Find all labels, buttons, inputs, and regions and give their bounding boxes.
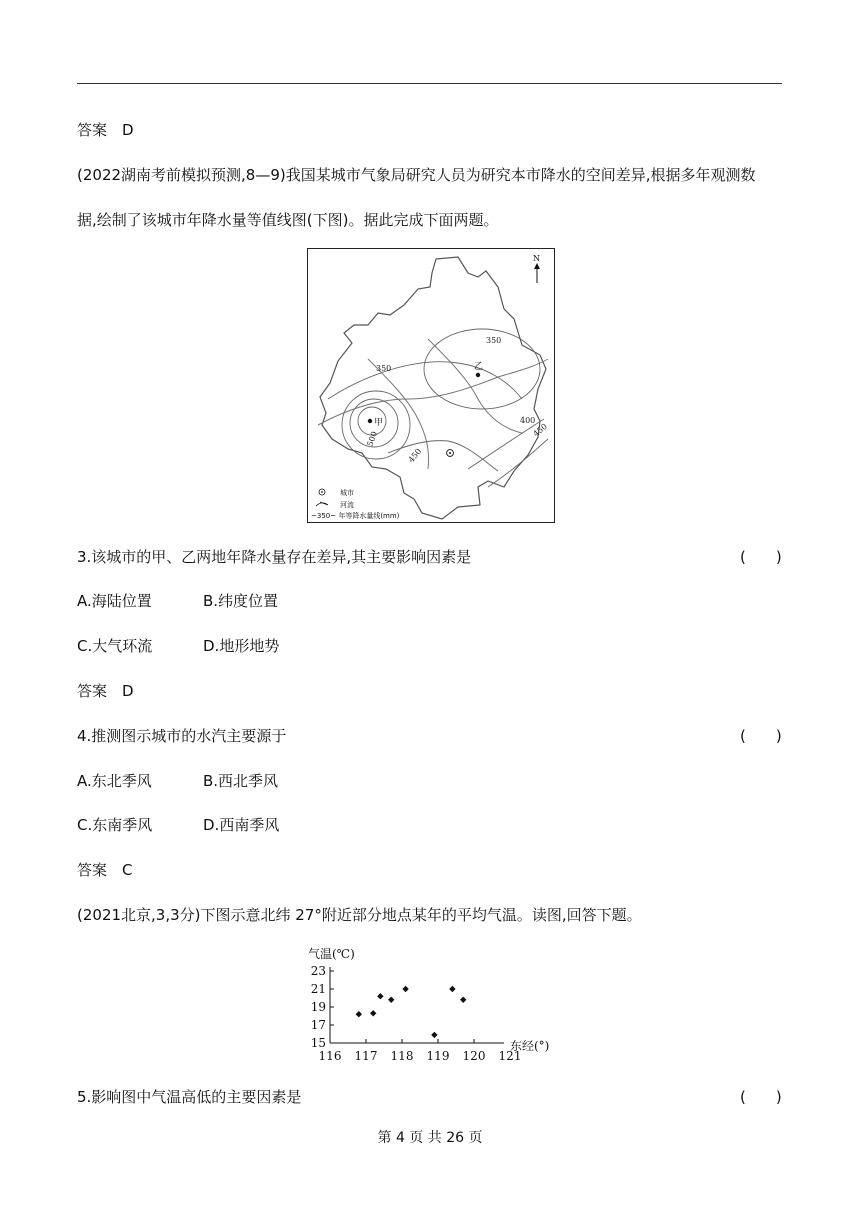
page-footer: 第 4 页 共 26 页: [377, 1130, 483, 1146]
place-jia-dot: [368, 419, 372, 423]
place-yi-label: 乙: [474, 362, 484, 372]
legend-city-label: 城市: [340, 489, 354, 497]
q3-option-a: A.海陆位置: [77, 592, 152, 610]
q4-stem: 4.推测图示城市的水汽主要源于: [77, 727, 287, 745]
data-point: [377, 993, 383, 999]
q4-option-b: B.西北季风: [203, 772, 279, 790]
isoline-400-east: [468, 419, 544, 469]
y-tick-label: 21: [310, 982, 326, 996]
place-yi-dot: [476, 373, 480, 377]
data-point: [370, 1010, 376, 1016]
intro-2022-line2: 据,绘制了该城市年降水量等值线图(下图)。据此完成下面两题。: [77, 211, 499, 229]
x-tick-label: 117: [354, 1049, 378, 1063]
data-point: [356, 1011, 362, 1017]
x-tick-label: 116: [318, 1049, 342, 1063]
y-tick-label: 15: [310, 1036, 326, 1050]
precipitation-isoline-map: [307, 248, 555, 523]
data-point: [388, 997, 394, 1003]
q4-option-a: A.东北季风: [77, 772, 152, 790]
q4-answer-bracket: ( ): [740, 727, 782, 745]
city-symbol-center: [449, 452, 451, 454]
q3-answer: 答案 D: [77, 682, 134, 700]
isoline-label: 500: [365, 430, 380, 448]
legend-river-label: 河流: [340, 501, 354, 509]
y-tick-label: 19: [310, 1000, 326, 1014]
q3-stem: 3.该城市的甲、乙两地年降水量存在差异,其主要影响因素是: [77, 548, 472, 566]
temperature-scatter-chart: [296, 940, 566, 1070]
isoline-label: 400: [520, 416, 536, 425]
x-tick-label: 118: [390, 1049, 414, 1063]
q5-stem: 5.影响图中气温高低的主要因素是: [77, 1088, 302, 1106]
north-arrowhead-icon: [534, 263, 540, 269]
q4-option-c: C.东南季风: [77, 816, 153, 834]
isoline-label: 350: [486, 336, 502, 345]
x-tick-label: 119: [426, 1049, 450, 1063]
data-point: [460, 997, 466, 1003]
q3-option-c: C.大气环流: [77, 637, 153, 655]
intro-2021: (2021北京,3,3分)下图示意北纬 27°附近部分地点某年的平均气温。读图,回答下题。: [77, 906, 642, 924]
river-line: [318, 359, 548, 425]
data-point: [402, 986, 408, 992]
chart-xlabel: 东经(°): [510, 1039, 550, 1053]
q4-option-d: D.西南季风: [203, 816, 280, 834]
isoline-label: 450: [531, 421, 549, 439]
isoline-450-south: [388, 441, 498, 471]
previous-answer: 答案 D: [77, 121, 134, 139]
legend-river-icon: [316, 502, 328, 506]
q3-answer-bracket: ( ): [740, 548, 782, 566]
header-rule: [77, 83, 782, 84]
q3-option-b: B.纬度位置: [203, 592, 279, 610]
x-tick-label: 121: [498, 1049, 522, 1063]
data-point: [431, 1032, 437, 1038]
isoline-label: 450: [406, 446, 424, 465]
data-point: [449, 986, 455, 992]
isoline-label: 350: [376, 364, 392, 373]
isoline-450-east: [488, 439, 548, 487]
x-tick-label: 120: [462, 1049, 486, 1063]
chart-ylabel: 气温(℃): [308, 947, 355, 961]
legend-city-icon-center: [321, 491, 323, 493]
intro-2022-line1: (2022湖南考前模拟预测,8—9)我国某城市气象局研究人员为研究本市降水的空间差异,根据多年观测数: [77, 166, 756, 184]
y-tick-label: 23: [310, 964, 326, 978]
q3-option-d: D.地形地势: [203, 637, 280, 655]
place-jia-label: 甲: [374, 418, 384, 428]
q4-answer: 答案 C: [77, 861, 133, 879]
q5-answer-bracket: ( ): [740, 1088, 782, 1106]
y-tick-label: 17: [310, 1018, 326, 1032]
isoline-350-west: [328, 362, 522, 399]
legend-isoline-label: ~350~ 年等降水量线(mm): [311, 512, 400, 520]
north-label: N: [533, 254, 540, 263]
